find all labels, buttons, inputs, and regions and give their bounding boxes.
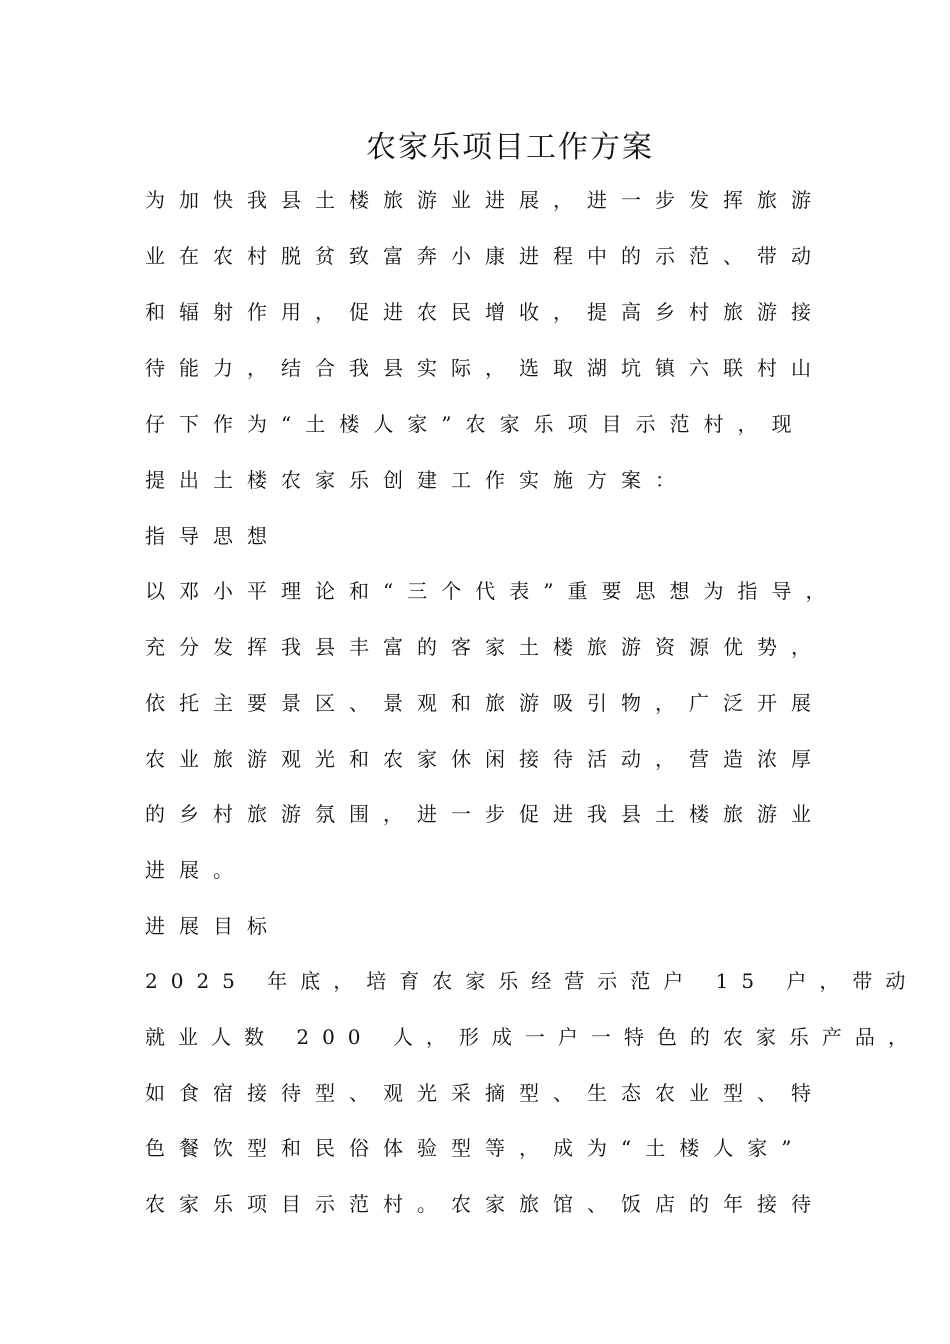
paragraph-line: 提出土楼农家乐创建工作实施方案： — [145, 468, 689, 492]
section-heading: 进展目标 — [145, 914, 281, 938]
paragraph-line: 进展。 — [145, 858, 247, 882]
paragraph-line: 和辐射作用，促进农民增收，提高乡村旅游接 — [145, 300, 825, 324]
paragraph-line: 2025 年底，培育农家乐经营示范户 15 户，带动 — [145, 969, 919, 993]
paragraph-line: 为加快我县土楼旅游业进展，进一步发挥旅游 — [145, 188, 825, 212]
paragraph-line: 就业人数 200 人，形成一户一特色的农家乐产品， — [145, 1025, 921, 1049]
paragraph-line: 以邓小平理论和“三个代表”重要思想为指导， — [145, 579, 840, 603]
paragraph-line: 依托主要景区、景观和旅游吸引物，广泛开展 — [145, 691, 825, 715]
paragraph-line: 仔下作为“土楼人家”农家乐项目示范村，现 — [145, 412, 806, 436]
paragraph-line: 的乡村旅游氛围，进一步促进我县土楼旅游业 — [145, 802, 825, 826]
paragraph-line: 业在农村脱贫致富奔小康进程中的示范、带动 — [145, 244, 825, 268]
paragraph-line: 如食宿接待型、观光采摘型、生态农业型、特 — [145, 1081, 825, 1105]
paragraph-line: 农家乐项目示范村。农家旅馆、饭店的年接待 — [145, 1192, 825, 1216]
paragraph-line: 色餐饮型和民俗体验型等，成为“土楼人家” — [145, 1136, 806, 1160]
document-title: 农家乐项目工作方案 — [366, 130, 654, 165]
paragraph-line: 农业旅游观光和农家休闲接待活动，营造浓厚 — [145, 747, 825, 771]
section-heading: 指导思想 — [145, 524, 281, 548]
paragraph-line: 充分发挥我县丰富的客家土楼旅游资源优势， — [145, 635, 825, 659]
paragraph-line: 待能力，结合我县实际，选取湖坑镇六联村山 — [145, 356, 825, 380]
